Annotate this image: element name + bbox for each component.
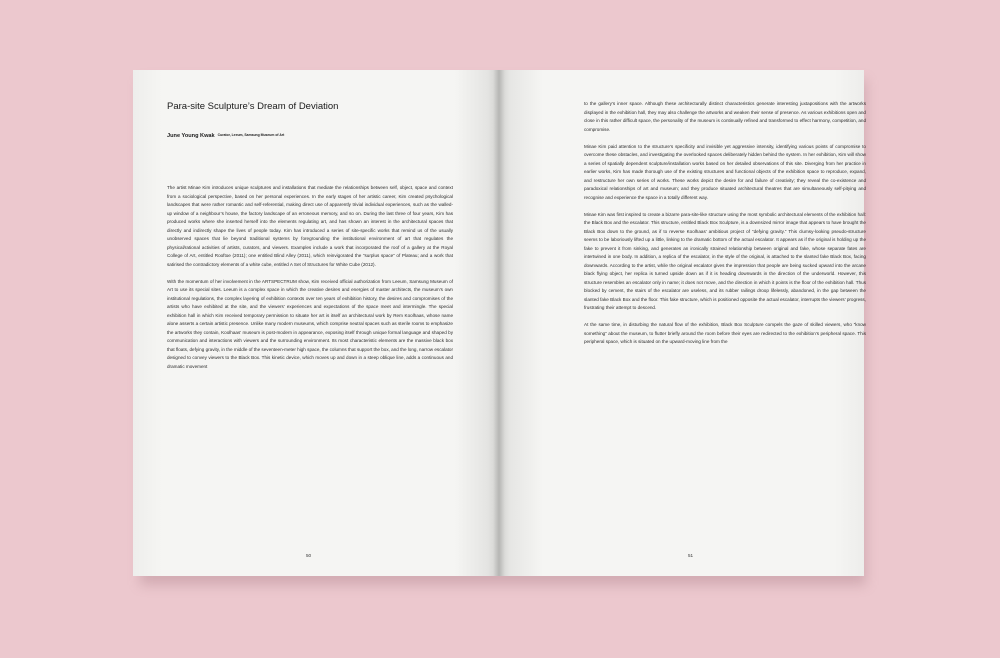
open-book [133, 70, 864, 580]
paragraph: With the momentum of her involvement in the ARTSPECTRUM show, Kim received official authorization from Leeum, Samsung Museum of Art to use its special sites. Leeum is a complex space in which the creative desires and energies of master architects, the museum’s own institutional regulations, the complex layering of exhibition contexts over ten years of exhibition history, the desires and compromises of the artists who have exhibited at the site, and the viewers’ experiences and expectations of the space meet and intermingle. The special exhibition hall in which Kim received temporary permission to situate her art is itself an architectural work by Rem Koolhaas, whose name alone asserts a certain artistic presence. Unlike many modern museums, which comprise neutral spaces such as sterile rooms to emphasize the artworks they contain, Koolhaas’ museum is post-modern in appearance, exposing itself through unique formal language and shaped by communication and interactions with viewers and the surrounding environment. Its most characteristic elements are the massive black box that floats, defying gravity, in the middle of the seventeen-meter high space, the columns that support the box, and the long, narrow escalator designed to convey viewers to the Black Box. This kinetic device, which moves up and down in a steep oblique line, adds a continuous and dramatic movement [167, 278, 453, 369]
author-name: June Young Kwak [167, 133, 215, 139]
paragraph: Minae Kim was first inspired to create a bizarre para-site-like structure using the most symbolic architectural elements of the exhibition hall: the Black Box and the escalator. This structure, entitled Black Box Sculpture, is a downsized mirror image that appears to have brought the Black Box down to the ground, as if to reverse Koolhaas’ ambitious project of “defying gravity.” This clumsy-looking pseudo-structure seems to be laboriously lifted up a little, linking to the dramatic bottom of the actual escalator. It appears as if the original is holding up the fake to prevent it from sinking, and generates an ironically strained relationship between original and fake, whose separate fates are intertwined in one body. In addition, a replica of the escalator, in the style of the original, is attached to the slanted fake Black Box, facing downwards. According to the artist, while the original escalator gives the impression that people are being sucked upward into the arcane black flying object, her replica is turned upside down as if it is heading downwards in the direction of the underworld. However, this structure resembles an escalator only in name; it does not move, and the direction in which it points is the floor of the exhibition hall. Thus blocked by cement, the stairs of the escalator are useless, and its rubber railings droop lifelessly, abandoned, in the gap between the slanted fake Black Box and the floor. This fake structure, which is positioned opposite the actual escalator, interrupts the viewers’ progress, frustrating their attempt to descend. [584, 211, 866, 310]
paragraph: The artist Minae Kim introduces unique sculptures and installations that mediate the relationships between self, object, space and context from a sociological perspective, based on her personal experiences. In the early stages of her artistic career, Kim created psychological landscapes that were rather romantic and self-referential, making direct use of apparently trivial individual experiences, such as the walled-up window of a neighbour’s house, the factory landscape of an erroneous memory, and so on. During the last three of four years, Kim has produced works where she inserted herself into the elements regulating art, and has shown an interest in the architectural spaces that directly and indirectly shape the lives of people today. Kim has introduced a series of site-specific works that remind us of the usually unobserved spaces that lie beyond traditional systems by foregrounding the institutional environment of art that regulates the physical/rational activities of artists, curators, and viewers. Examples include a work that incorporated the roof of a gallery at the Royal College of Art, entitled Rooftoe (2011); one entitled Blind Alley (2011), which reinvigorated the “surplus space” of Plateau; and a work that satirised the contradictory elements of a white cube, entitled A Set of Structures for White Cube (2012). [167, 185, 453, 267]
right-body-text [584, 100, 866, 355]
article-title: Para-site Sculpture’s Dream of Deviation [167, 101, 339, 112]
paragraph: At the same time, in disturbing the natural flow of the exhibition, Black Box Sculpture compels the gaze of skilled viewers, who “know something” about the museum, to flutter briefly around the room before their eyes are redirected to the exhibition’s peripheral space. This peripheral space, which is situated on the upward-moving line from the [584, 322, 866, 344]
right-page [499, 70, 864, 576]
page-number-right: 51 [688, 553, 694, 558]
byline [167, 124, 467, 142]
left-body-text [167, 184, 453, 380]
paragraph: to the gallery’s inner space. Although these architecturally distinct characteristics generate interesting juxtapositions with the artworks displayed in the exhibition hall, they may also challenge the artworks and weaken their sense of presence. As various exhibitions open and close in this rather difficult space, the personality of the museum is continually refined and transformed to effect harmony, competition, and compromise. [584, 101, 866, 132]
left-page [133, 70, 499, 576]
author-affiliation: Curator, Leeum, Samsung Museum of Art [217, 133, 285, 137]
page-number-left: 50 [306, 553, 312, 558]
book-spine-gutter [493, 70, 505, 576]
paragraph: Minae Kim paid attention to the structure’s specificity and invisible yet aggressive intensity, identifying various points of compromise to overcome these obstacles, and investigating the overlooked spaces deliberately hidden behind the system. In her exhibition, Kim will show a series of spatially dependent sculpture/installation works based on her detailed observations of this site. Diverging from her practice in earlier works, Kim has made thorough use of the existing structures and functional objects of the exhibition space to reproduce, expand, and restructure her own series of works. These works depict the desire for and failure of creativity; they reveal the co-existence and paradoxical relationships of art and museum; and they produce situated architectural theatres that are simultaneously self-pitying and recognise and experience the space in a totally different way. [584, 143, 866, 200]
